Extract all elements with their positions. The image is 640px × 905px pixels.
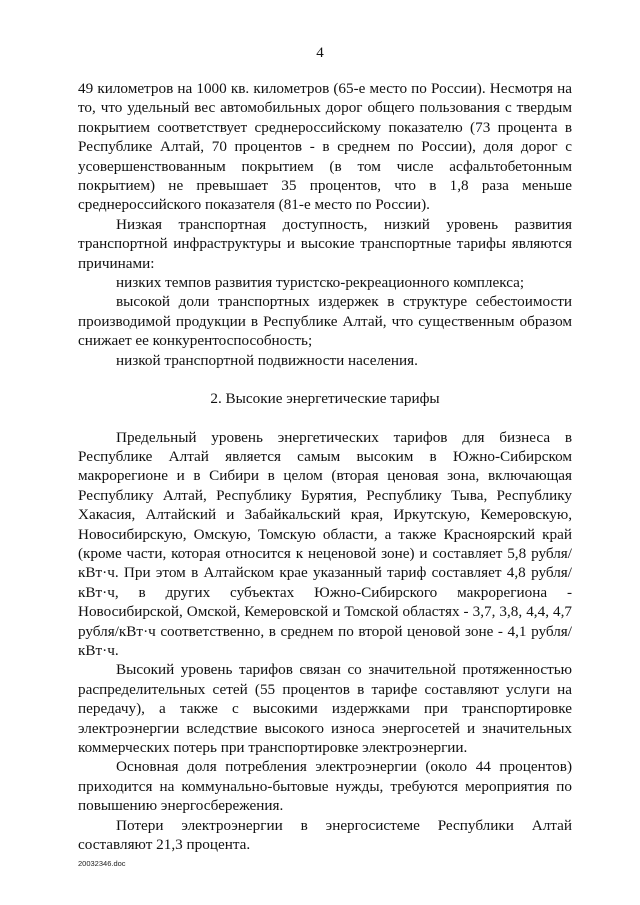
paragraph-energy-losses: Потери электроэнергии в энергосистеме Республики Алтай составляют 21,3 процента. xyxy=(78,816,572,854)
paragraph-consumption-share: Основная доля потребления электроэнергии (около 44 процентов) приходится на коммунально-бытовые нужды, требуются мероприятия по повышению энергосбережения. xyxy=(78,758,572,815)
section-heading-energy-tariffs: 2. Высокие энергетические тарифы xyxy=(210,390,440,408)
footer-filename: 20032346.doc xyxy=(78,859,126,868)
list-item-transport-costs: высокой доли транспортных издержек в структуре себестоимости производимой продукции в Республике Алтай, что существенным образом снижает ее конкурентоспособность; xyxy=(78,293,572,350)
paragraph-transport-causes: Низкая транспортная доступность, низкий уровень развития транспортной инфраструктуры и высокие транспортные тарифы являются причинами: xyxy=(78,215,572,272)
document-body xyxy=(78,79,572,854)
paragraph-tariff-reasons: Высокий уровень тарифов связан со значительной протяженностью распределительных сетей (55 процентов в тарифе составляют услуги на передачу), а также с высокими издержками при транспортировке электроэнергии вследствие высокого износа энергосетей и значительных коммерческих потерь при транспортировке электроэнергии. xyxy=(78,661,572,756)
paragraph-tariff-level: Предельный уровень энергетических тарифов для бизнеса в Республике Алтай является самым высоким в Южно-Сибирском макрорегионе и в Сибири в целом (вторая ценовая зона, включающая Республику Алтай, Республику Бурятия, Республику Тыва, Республику Хакасия, Алтайский и Забайкальский края, Иркутскую, Кемеровскую, Новосибирскую, Омскую, Томскую области, а также Красноярский край (кроме части, которая относится к неценовой зоне) и составляет 5,8 рубля/кВт·ч. При этом в Алтайском крае указанный тариф составляет 4,8 рубля/кВт·ч, в других субъектах Южно-Сибирского макрорегиона - Новосибирской, Омской, Кемеровской и Томской областях - 3,7, 3,8, 4,4, 4,7 рубля/кВт·ч соответственно, в среднем по второй ценовой зоне - 4,1 рубля/кВт·ч. xyxy=(78,428,572,659)
list-item-tourism: низких темпов развития туристско-рекреационного комплекса; xyxy=(116,274,525,292)
paragraph-road-density: 49 километров на 1000 кв. километров (65-е место по России). Несмотря на то, что удельный вес автомобильных дорог общего пользования с твердым покрытием соответствует среднероссийскому показателю (73 процента в Республике Алтай, 70 процентов - в среднем по России), доля дорог с усовершенствованным покрытием (в том числе асфальтобетонным покрытием) не превышает 35 процентов, что в 1,8 раза меньше среднероссийского показателя (81-е место по России). xyxy=(78,80,572,214)
page-number: 4 xyxy=(316,45,324,61)
list-item-mobility: низкой транспортной подвижности населения. xyxy=(116,351,418,369)
